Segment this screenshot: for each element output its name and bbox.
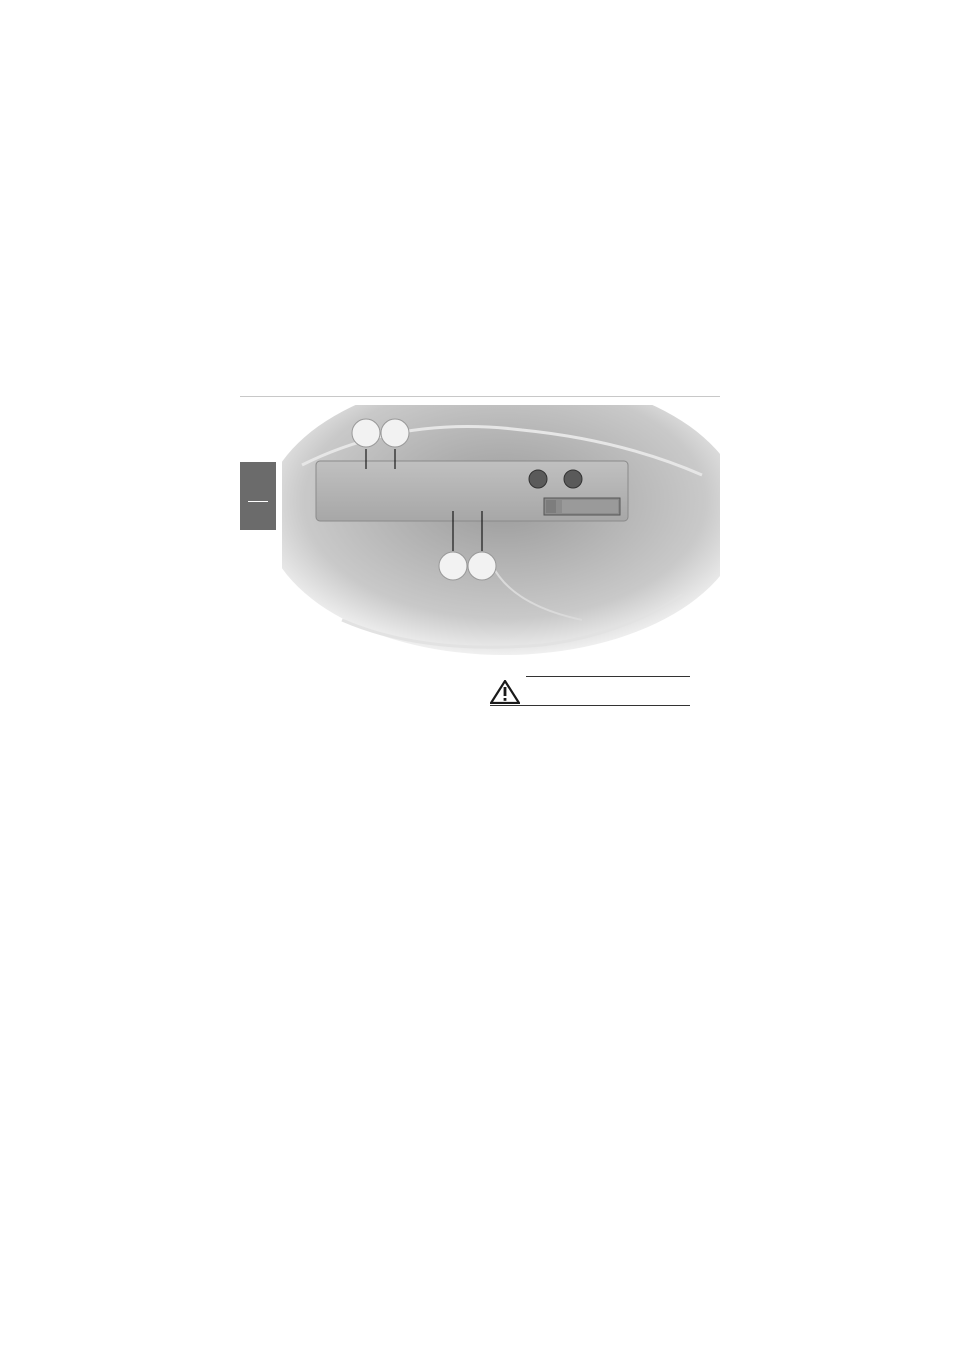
control-button-left	[529, 470, 547, 488]
callout-4-circle	[439, 552, 467, 580]
callout-2-circle	[381, 419, 409, 447]
dashboard-background	[282, 405, 720, 655]
warning-triangle-icon	[490, 680, 520, 704]
warning-box	[490, 676, 690, 706]
control-button-right	[564, 470, 582, 488]
warning-bottom-rule	[490, 705, 690, 706]
title-divider	[240, 396, 720, 397]
warning-top-rule	[526, 676, 690, 677]
instrument-panel-photo	[282, 405, 720, 655]
chapter-divider	[248, 501, 268, 502]
chapter-tab	[240, 462, 276, 530]
callout-3-circle	[468, 552, 496, 580]
callout-1-circle	[352, 419, 380, 447]
